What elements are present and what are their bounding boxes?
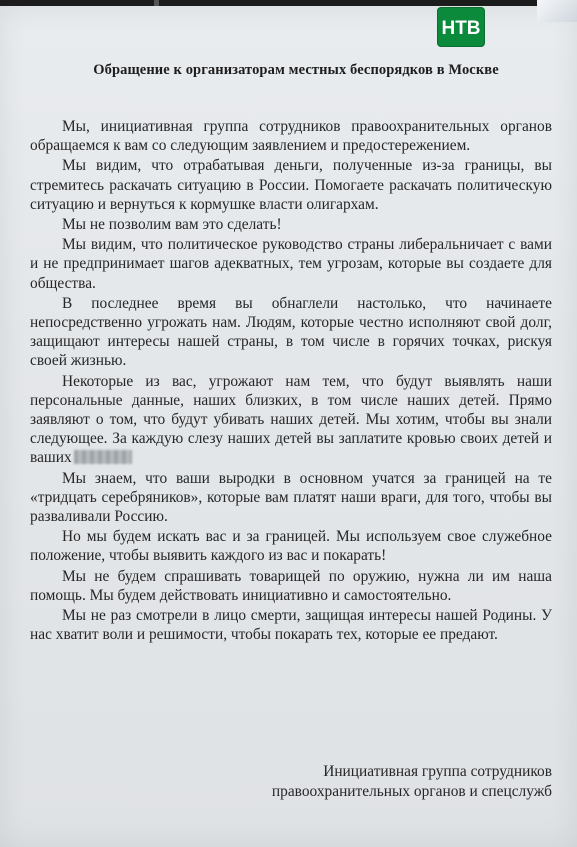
paragraph-with-redaction [30, 372, 552, 468]
document-body [30, 117, 552, 645]
paragraph-text: Некоторые из вас, угрожают нам тем, что будут выявлять наши персональные данные, наших близких, в том числе наших детей. Прямо заявляют о том, что будут убивать наших детей. Мы хотим, чтобы вы знали следующее. За каждую слезу наших детей вы заплатите кровью своих детей и ваших [30, 372, 552, 467]
paragraph: Мы не будем спрашивать товарищей по оружию, нужна ли им наша помощь. Мы будем действовать инициативно и самостоятельно. [30, 567, 552, 604]
paragraph: Мы не позволим вам это сделать! [62, 216, 282, 234]
paragraph: Мы, инициативная группа сотрудников правоохранительных органов обращаемся к вам со следующим заявлением и предостережением. [30, 118, 552, 155]
ntv-logo-icon [441, 15, 481, 39]
signature-line: правоохранительных органов и спецслужб [271, 783, 552, 800]
paragraph: Мы не раз смотрели в лицо смерти, защищая интересы нашей Родины. У нас хватит воли и решимости, чтобы покарать тех, которые ее предают. [30, 607, 552, 644]
redacted-word [74, 450, 132, 464]
paragraph: Мы знаем, что ваши выродки в основном учатся за границей на те «тридцать серебряников», которые вам платят наши враги, для того, чтобы вы разваливали Россию. [30, 469, 552, 526]
paragraph: Мы видим, что отрабатывая деньги, полученные из-за границы, вы стремитесь раскачать ситуацию в России. Помогаете раскачать политическую ситуацию и вернуться к кормушке власти олигархам. [30, 157, 552, 213]
paragraph: Мы видим, что политическое руководство страны либеральничает с вами и не предпринимает шагов адекватных, тем угрозам, которые вы создаете для общества. [30, 236, 552, 292]
document-title: Обращение к организаторам местных беспорядков в Москве [93, 62, 499, 78]
paragraph: В последнее время вы обнаглели настолько, что начинаете непосредственно угрожать нам. Людям, которые честно исполняют свой долг, защищают интересы нашей страны, в том числе в горячих точках, рискуя своей жизнью. [30, 294, 552, 370]
signature-block [200, 762, 552, 802]
corner-paper [537, 0, 577, 22]
ntv-logo-text: НТВ [441, 18, 481, 39]
ntv-logo [438, 8, 484, 46]
paragraph: Но мы будем искать вас и за границей. Мы используем свое служебное положение, чтобы выявить каждого из вас и покарать! [30, 528, 552, 565]
signature-line: Инициативная группа сотрудников [323, 763, 552, 780]
